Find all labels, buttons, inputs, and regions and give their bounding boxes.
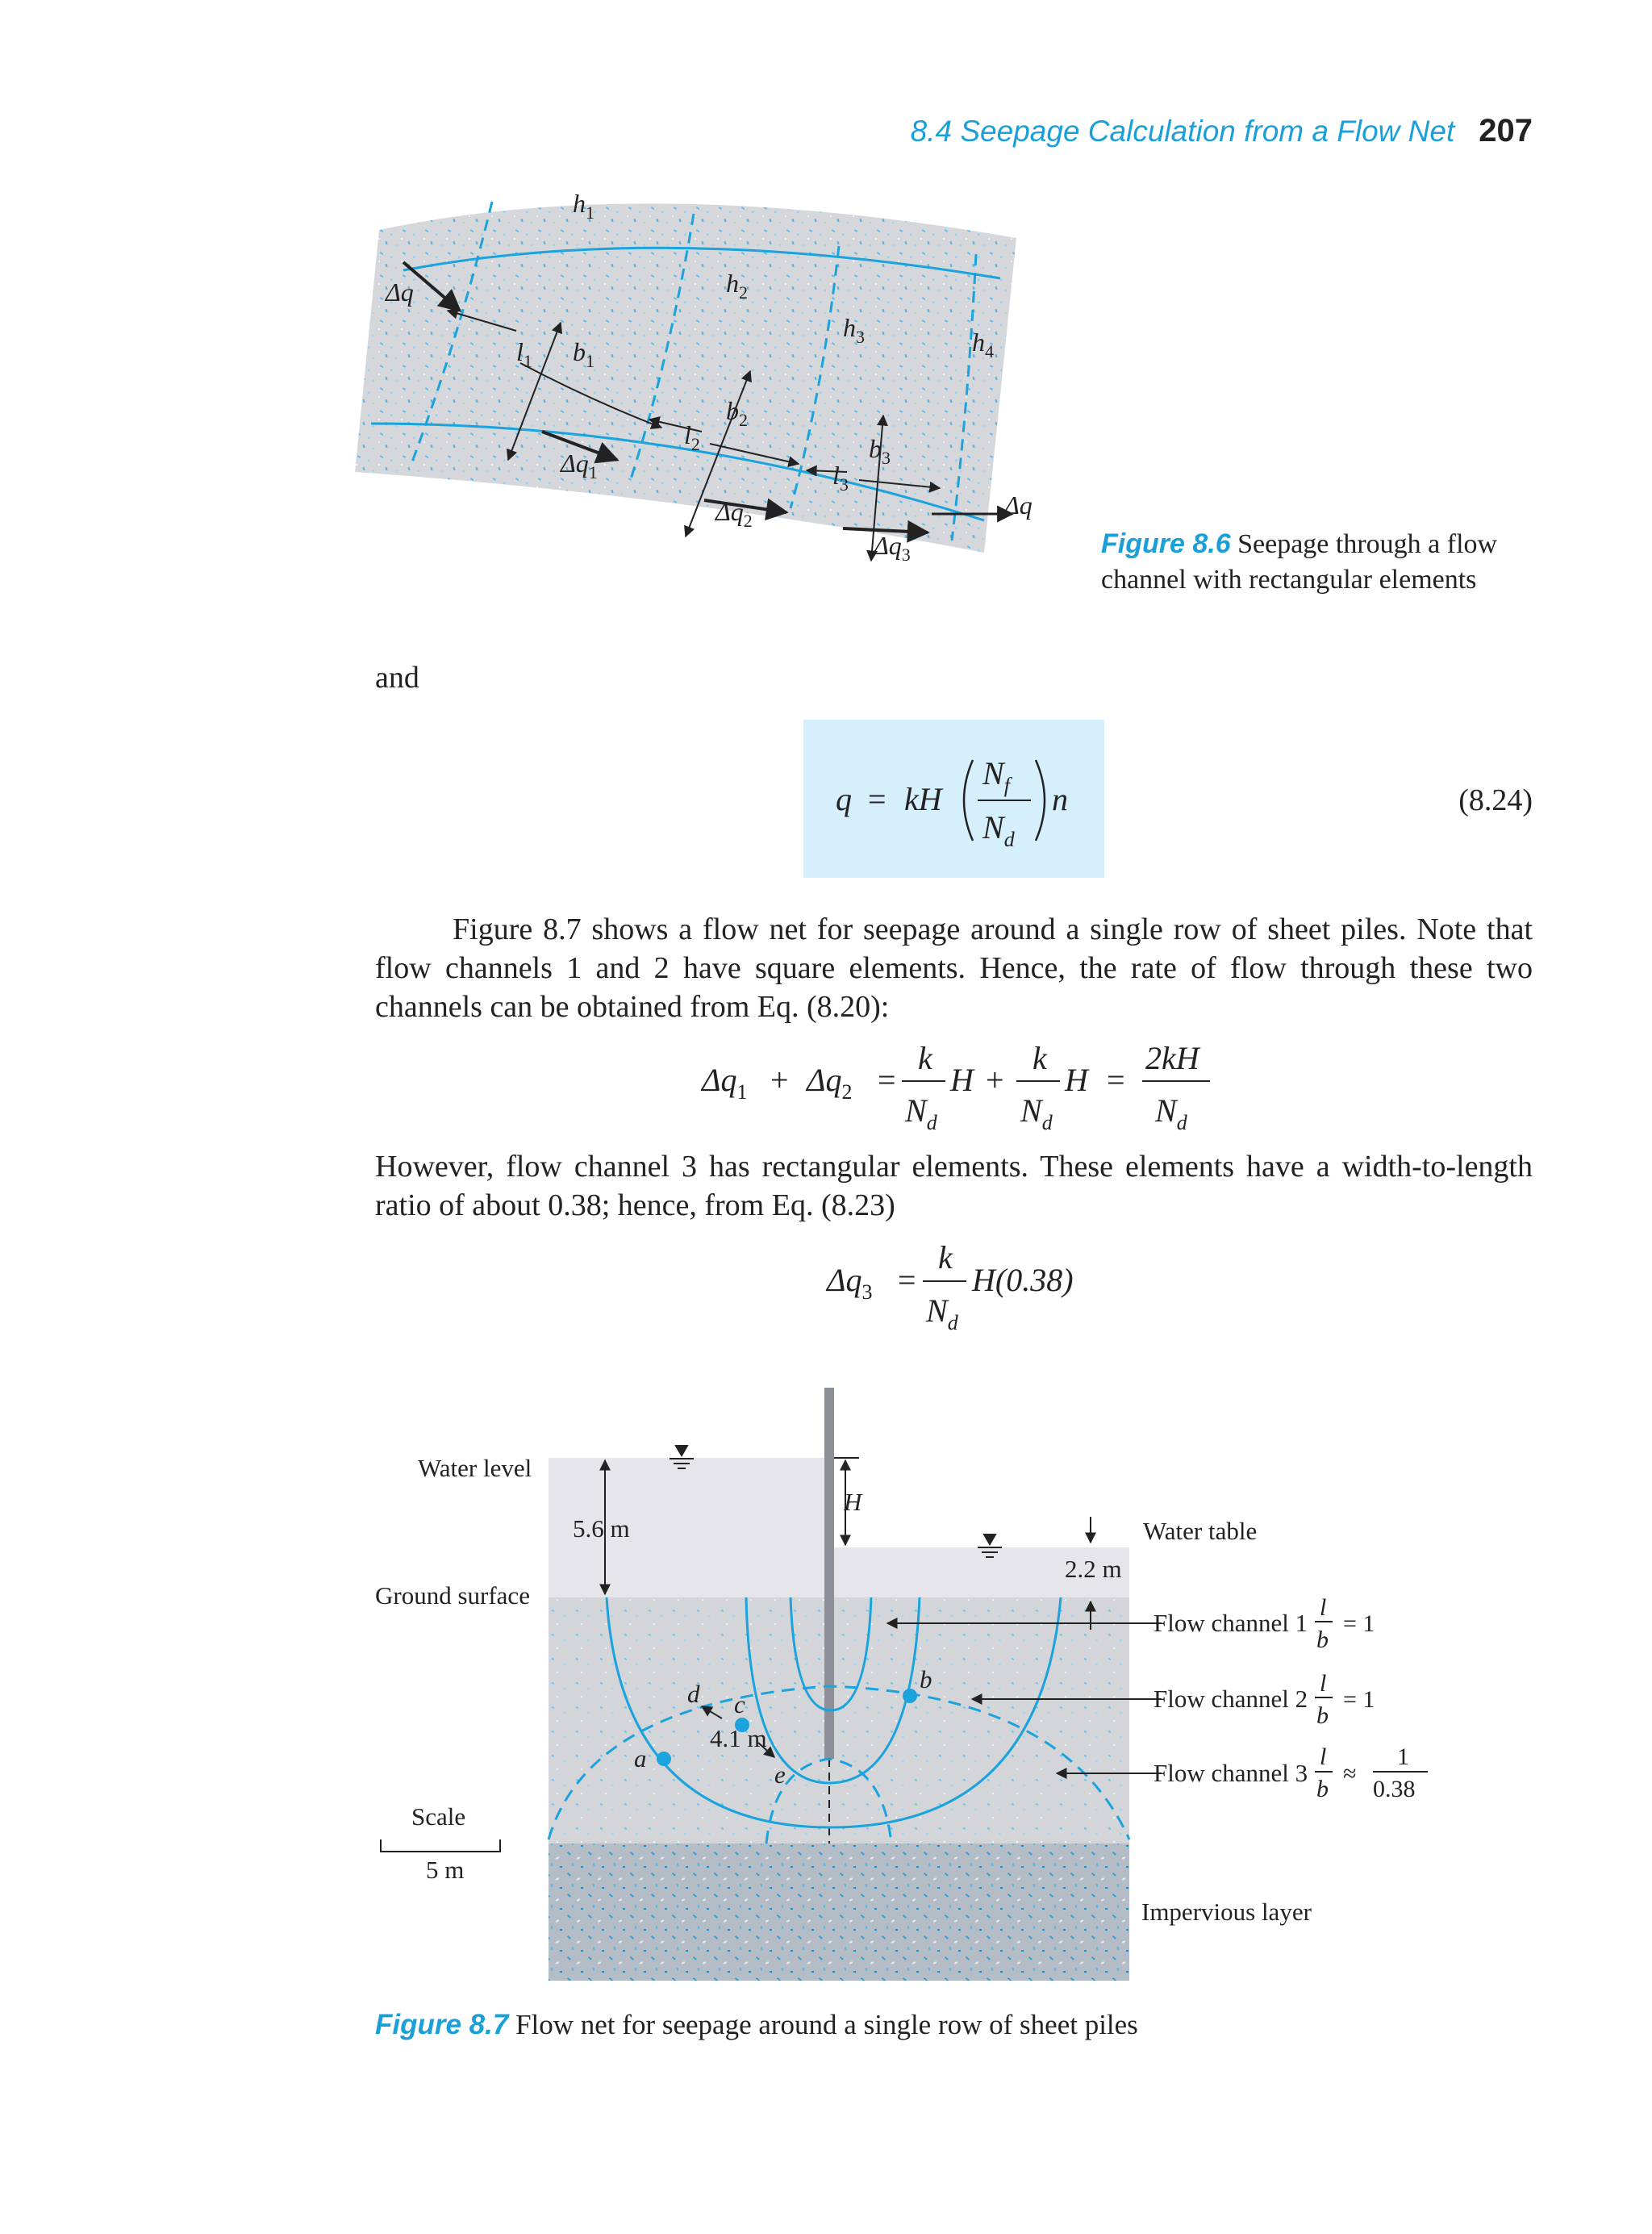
height-5-6-label: 5.6 m xyxy=(573,1514,630,1543)
point-a: a xyxy=(634,1744,647,1773)
scale-label: Scale xyxy=(411,1802,466,1831)
water-table-label: Water table xyxy=(1143,1517,1258,1545)
svg-text:1: 1 xyxy=(1397,1743,1409,1770)
l1-label: $l_1$ xyxy=(516,337,532,371)
h2-label: $h_2$ xyxy=(726,269,748,303)
figure-8-7-diagram xyxy=(355,1388,1484,1985)
dq1-label: $\Delta q_1$ xyxy=(561,449,598,482)
svg-text:2kH: 2kH xyxy=(1145,1040,1199,1076)
svg-text:Nd: $N_d$ xyxy=(1155,1092,1187,1134)
point-b: b xyxy=(920,1665,932,1693)
svg-text:n: n xyxy=(1052,781,1068,817)
svg-text:H: H xyxy=(950,1062,974,1098)
figure-8-7-caption xyxy=(375,2009,1504,2041)
figure-8-7-label: Figure 8.7 xyxy=(375,2009,509,2040)
dq-out-label: Δq xyxy=(1004,491,1032,520)
point-c: c xyxy=(734,1690,745,1718)
svg-text:H(0.38): H(0.38) xyxy=(972,1262,1074,1298)
svg-text:= 1: = 1 xyxy=(1343,1686,1375,1713)
svg-text:Nd: $N_d$ xyxy=(1020,1092,1053,1134)
svg-text:+: + xyxy=(770,1062,789,1098)
point-d: d xyxy=(687,1680,700,1708)
h1-label: $h_1$ xyxy=(573,189,594,223)
scale-value: 5 m xyxy=(426,1856,465,1884)
svg-text:l: l xyxy=(1320,1594,1327,1621)
svg-text:q: q xyxy=(836,781,852,817)
svg-text:0.38: 0.38 xyxy=(1373,1776,1416,1802)
flow-channel-3-label: Flow channel 3 xyxy=(1153,1759,1308,1787)
l3-label: $l_3$ xyxy=(832,461,849,495)
svg-text:H: H xyxy=(1065,1062,1088,1098)
ground-surface-label: Ground surface xyxy=(375,1581,530,1610)
figure-8-6-diagram xyxy=(355,182,1032,633)
water-level-label: Water level xyxy=(418,1454,532,1482)
height-2-2-label: 2.2 m xyxy=(1065,1555,1122,1583)
svg-text:Nd: $N_d$ xyxy=(982,809,1015,851)
svg-text:=: = xyxy=(1107,1062,1125,1098)
svg-text:kH: kH xyxy=(904,781,942,817)
equation-8-24 xyxy=(803,720,1104,878)
dq3-label: $\Delta q_3$ xyxy=(874,531,911,565)
running-header xyxy=(0,113,1533,149)
dq-in-label: Δq xyxy=(386,278,414,307)
equation-8-24-number: (8.24) xyxy=(1458,783,1533,817)
head-H-label: H xyxy=(844,1488,862,1516)
svg-text:l: l xyxy=(1320,1670,1327,1697)
svg-text:= 1: = 1 xyxy=(1343,1610,1375,1637)
l2-label: $l_2$ xyxy=(684,420,700,454)
paragraph-channel-3: However, flow channel 3 has rectangular elements. These elements have a width-to-length ratio of about 0.38; hence, from Eq. (8.23) xyxy=(375,1150,1533,1222)
svg-text:b: b xyxy=(1316,1626,1329,1653)
svg-text:Nd: $N_d$ xyxy=(905,1092,937,1134)
flow-channel-1-label: Flow channel 1 xyxy=(1153,1609,1308,1637)
svg-text:b: b xyxy=(1316,1776,1329,1802)
svg-text:+: + xyxy=(986,1062,1004,1098)
svg-text:Δq2: $\Delta q_2$ xyxy=(807,1062,853,1104)
b2-label: $b_2$ xyxy=(726,396,748,430)
svg-text:≈: ≈ xyxy=(1343,1760,1357,1787)
text-and: and xyxy=(375,661,419,695)
svg-text:=: = xyxy=(868,781,886,817)
h3-label: $h_3$ xyxy=(843,313,865,347)
distance-4-1-label: 4.1 m xyxy=(710,1724,767,1752)
impervious-layer-zone xyxy=(549,1844,1129,1981)
equation-channels-1-2 xyxy=(694,1041,1226,1138)
page-number: 207 xyxy=(1479,113,1533,148)
figure-8-6-caption-text: Seepage through a flow channel with rectangular elements xyxy=(1101,529,1498,595)
svg-text:Nd: $N_d$ xyxy=(926,1292,958,1334)
figure-8-7-caption-text: Flow net for seepage around a single row of sheet piles xyxy=(515,2009,1138,2040)
svg-text:k: k xyxy=(1032,1040,1047,1076)
svg-text:k: k xyxy=(918,1040,932,1076)
section-title: 8.4 Seepage Calculation from a Flow Net xyxy=(910,115,1455,148)
svg-text:l: l xyxy=(1320,1743,1327,1770)
sheet-pile xyxy=(824,1388,834,1759)
svg-text:Δq1: $\Delta q_1$ xyxy=(702,1062,748,1104)
b3-label: $b_3$ xyxy=(869,434,891,468)
svg-text:k: k xyxy=(938,1239,953,1276)
svg-text:=: = xyxy=(898,1262,916,1298)
svg-text:=: = xyxy=(878,1062,896,1098)
svg-text:Nf: $N_f$ xyxy=(982,755,1010,797)
svg-text:b: b xyxy=(1316,1702,1329,1729)
point-e: e xyxy=(774,1760,786,1789)
svg-text:Δq3: $\Delta q_3$ xyxy=(827,1262,873,1304)
h4-label: $h_4$ xyxy=(972,328,994,361)
equation-channel-3 xyxy=(823,1234,1113,1334)
figure-8-6-label: Figure 8.6 xyxy=(1101,528,1231,559)
b1-label: $b_1$ xyxy=(573,337,594,371)
flow-channel-2-label: Flow channel 2 xyxy=(1153,1685,1308,1713)
paragraph-figure-8-7: Figure 8.7 shows a flow net for seepage around a single row of sheet piles. Note that flow channels 1 and 2 have square elements. Hence, the rate of flow through these two channels can be obtained from Eq. (8.20): xyxy=(375,912,1533,1024)
figure-8-6-caption xyxy=(1101,526,1553,598)
impervious-layer-label: Impervious layer xyxy=(1141,1898,1312,1926)
dq2-label: $\Delta q_2$ xyxy=(715,497,753,531)
